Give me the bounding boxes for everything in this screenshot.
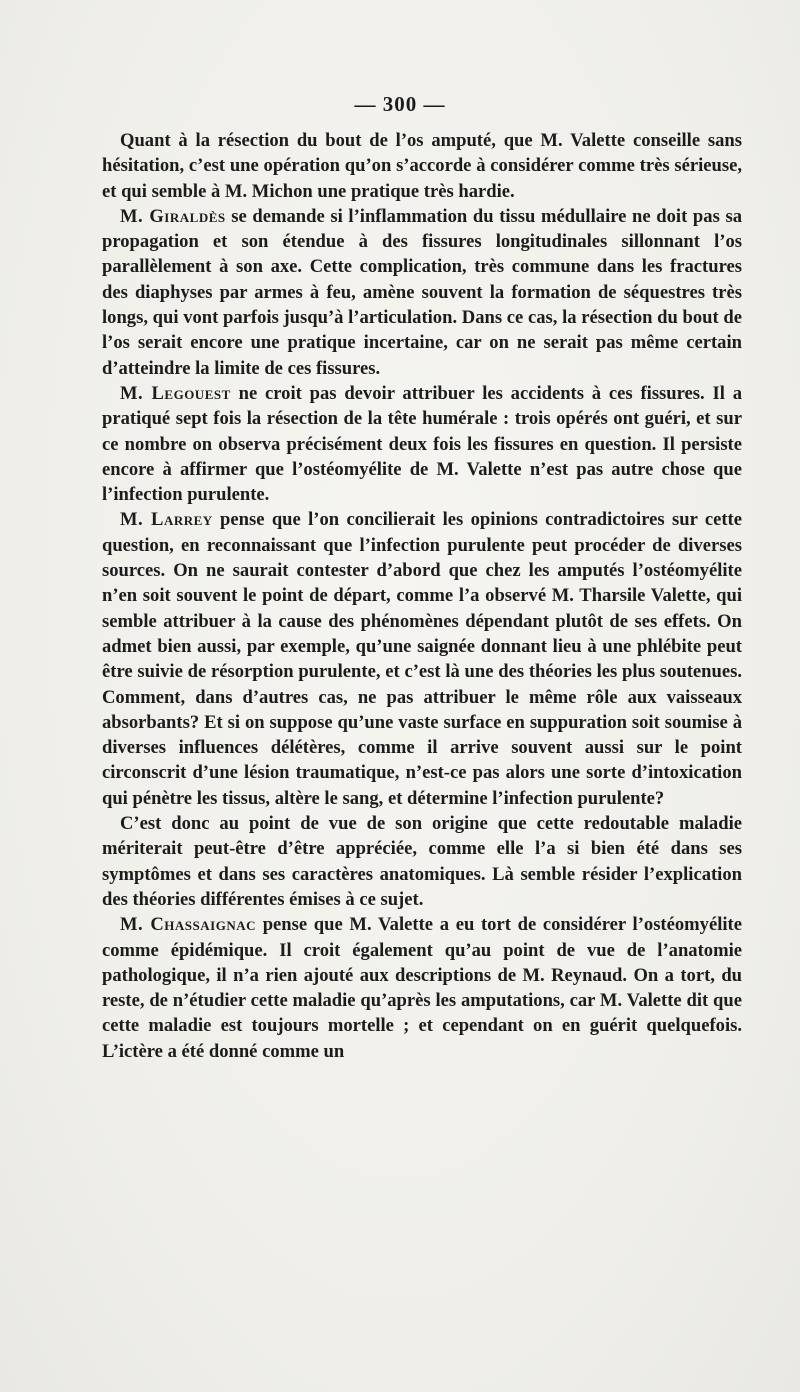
paragraph [102,811,742,912]
paragraph-text: C’est donc au point de vue de son origine que cette redoutable maladie mériterait peut-être d’être appréciée, comme elle l’a si bien été dans ses symptômes et dans ses caractères anatomiques. Là semble résider l’explication des théories différentes émises à ce sujet. [102,813,742,910]
paragraph-text: se demande si l’inflammation du tissu médullaire ne doit pas sa propagation et son étendue à des fissures longitudinales sillonnant l’os parallèlement à son axe. Cette complication, très commune dans les fractures des diaphyses par armes à feu, amène souvent la formation de séquestres très longs, qui vont parfois jusqu’à l’articulation. Dans ce cas, la résection du bout de l’os serait encore une pratique incertaine, car on ne serait pas même certain d’atteindre la limite de ces fissures. [102,205,742,379]
paragraph-text: pense que l’on concilierait les opinions contradictoires sur cette question, en reconnaissant que l’infection purulente peut procéder de diverses sources. On ne saurait contester d’abord que chez les amputés l’ostéomyélite n’en soit souvent le point de départ, comme l’a observé M. Tharsile Valette, qui semble attribuer à la cause des phénomènes dépendant plutôt de ses effets. On admet bien aussi, par exemple, qu’une saignée donnant lieu à une phlébite peut être suivie de résorption purulente, et c’est là une des théories les plus soutenues. Comment, dans d’autres cas, ne pas attribuer le même rôle aux vaisseaux absorbants? Et si on suppose qu’une vaste surface en suppuration soit soumise à diverses influences délétères, comme il arrive souvent aussi sur le point circonscrit d’une lésion traumatique, n’est-ce pas alors une sorte d’intoxication qui pénètre les tissus, altère le sang, et détermine l’infection purulente? [102,509,742,809]
paragraph [102,128,742,204]
page-number: — 300 — [354,92,446,116]
paragraph [102,381,742,507]
body-text [102,128,742,1064]
paragraph [102,507,742,811]
paragraph-text: ne croit pas devoir attribuer les accidents à ces fissures. Il a pratiqué sept fois la résection de la tête humérale : trois opérés ont guéri, et sur ce nombre on observa précisément deux fois les fissures en question. Il persiste encore à affirmer que l’ostéomyélite de M. Valette n’est pas autre chose que l’infection purulente. [102,382,743,506]
paragraph-text: Quant à la résection du bout de l’os amputé, que M. Valette conseille sans hésitation, c’est une opération qu’on s’accorde à considérer comme très sérieuse, et qui semble à M. Michon une pratique très hardie. [102,130,742,202]
speaker-name: M. Legouest [120,382,231,404]
speaker-name: M. Giraldès [120,205,226,227]
speaker-name: M. Chassaignac [120,914,256,936]
paragraph [102,204,742,381]
paragraph [102,912,742,1064]
paragraph-text: pense que M. Valette a eu tort de considérer l’ostéomyélite comme épidémique. Il croit également qu’au point de vue de l’anatomie pathologique, il n’a rien ajouté aux descriptions de M. Reynaud. On a tort, du reste, de n’étudier cette maladie qu’après les amputations, car M. Valette dit que cette maladie est toujours mortelle ; et cependant on en guérit quelquefois. L’ictère a été donné comme un [102,914,742,1062]
speaker-name: M. Larrey [120,509,213,531]
